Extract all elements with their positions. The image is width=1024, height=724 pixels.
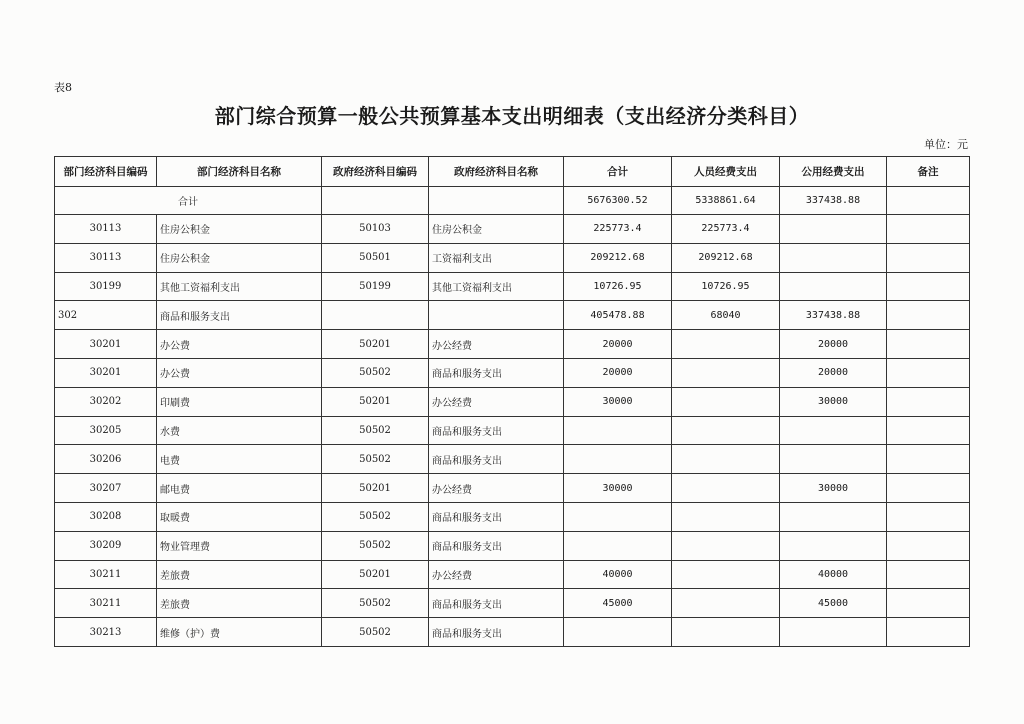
- dept-name-cell: 取暖费: [157, 502, 322, 531]
- dept-name-cell: 办公费: [157, 330, 322, 359]
- total-cell: [564, 416, 672, 445]
- table-row: [55, 215, 970, 244]
- note-cell: [887, 416, 970, 445]
- gov-code-cell: 50199: [322, 272, 429, 301]
- dept-name-cell: 差旅费: [157, 560, 322, 589]
- dept-name-cell: 住房公积金: [157, 215, 322, 244]
- gov-name-cell: 商品和服务支出: [429, 445, 564, 474]
- dept-name-cell: 维修（护）费: [157, 618, 322, 647]
- table-row: [55, 330, 970, 359]
- public-cell: [780, 531, 887, 560]
- column-header: 公用经费支出: [780, 157, 887, 187]
- table-header-row: [55, 157, 970, 187]
- total-note-cell: [887, 187, 970, 215]
- table-row: [55, 560, 970, 589]
- gov-name-cell: 商品和服务支出: [429, 618, 564, 647]
- gov-code-cell: [322, 301, 429, 330]
- public-cell: [780, 445, 887, 474]
- note-cell: [887, 502, 970, 531]
- column-header: 部门经济科目名称: [157, 157, 322, 187]
- total-cell: 225773.4: [564, 215, 672, 244]
- dept-code-cell: 30211: [55, 560, 157, 589]
- gov-name-cell: [429, 301, 564, 330]
- total-amount-cell: 5676300.52: [564, 187, 672, 215]
- column-header: 人员经费支出: [672, 157, 780, 187]
- table-row: [55, 474, 970, 503]
- gov-name-cell: 工资福利支出: [429, 243, 564, 272]
- personnel-cell: 10726.95: [672, 272, 780, 301]
- dept-code-cell: 302: [55, 301, 157, 330]
- dept-code-cell: 30202: [55, 387, 157, 416]
- table-row: [55, 531, 970, 560]
- public-cell: 40000: [780, 560, 887, 589]
- dept-code-cell: 30205: [55, 416, 157, 445]
- total-cell: 45000: [564, 589, 672, 618]
- public-cell: [780, 215, 887, 244]
- gov-code-cell: 50201: [322, 387, 429, 416]
- note-cell: [887, 618, 970, 647]
- gov-code-cell: 50502: [322, 589, 429, 618]
- total-cell: 20000: [564, 358, 672, 387]
- gov-code-cell: 50502: [322, 358, 429, 387]
- personnel-cell: [672, 330, 780, 359]
- dept-name-cell: 办公费: [157, 358, 322, 387]
- personnel-cell: 225773.4: [672, 215, 780, 244]
- page-title: 部门综合预算一般公共预算基本支出明细表（支出经济分类科目）: [214, 104, 810, 128]
- dept-code-cell: 30209: [55, 531, 157, 560]
- personnel-cell: 68040: [672, 301, 780, 330]
- note-cell: [887, 531, 970, 560]
- public-cell: 30000: [780, 387, 887, 416]
- gov-name-cell: 办公经费: [429, 330, 564, 359]
- table-row: [55, 589, 970, 618]
- table-row: [55, 387, 970, 416]
- note-cell: [887, 474, 970, 503]
- table-row: [55, 445, 970, 474]
- dept-code-cell: 30113: [55, 215, 157, 244]
- dept-name-cell: 住房公积金: [157, 243, 322, 272]
- note-cell: [887, 589, 970, 618]
- dept-name-cell: 印刷费: [157, 387, 322, 416]
- gov-code-cell: 50502: [322, 502, 429, 531]
- gov-name-cell: 办公经费: [429, 387, 564, 416]
- column-header: 合计: [564, 157, 672, 187]
- total-cell: 40000: [564, 560, 672, 589]
- public-cell: [780, 416, 887, 445]
- table-row: [55, 272, 970, 301]
- personnel-cell: 209212.68: [672, 243, 780, 272]
- table-row: [55, 502, 970, 531]
- personnel-cell: [672, 560, 780, 589]
- total-row: [55, 187, 970, 215]
- gov-code-cell: 50501: [322, 243, 429, 272]
- column-header: 部门经济科目编码: [55, 157, 157, 187]
- gov-code-cell: 50201: [322, 474, 429, 503]
- personnel-cell: [672, 531, 780, 560]
- note-cell: [887, 560, 970, 589]
- personnel-cell: [672, 416, 780, 445]
- dept-code-cell: 30113: [55, 243, 157, 272]
- public-cell: [780, 243, 887, 272]
- gov-code-cell: 50502: [322, 531, 429, 560]
- dept-name-cell: 商品和服务支出: [157, 301, 322, 330]
- note-cell: [887, 243, 970, 272]
- unit-label: 单位：元: [924, 138, 968, 151]
- total-cell: [564, 502, 672, 531]
- dept-name-cell: 其他工资福利支出: [157, 272, 322, 301]
- total-cell: 30000: [564, 387, 672, 416]
- public-cell: [780, 502, 887, 531]
- personnel-cell: [672, 474, 780, 503]
- table-row: [55, 358, 970, 387]
- note-cell: [887, 358, 970, 387]
- dept-name-cell: 差旅费: [157, 589, 322, 618]
- gov-code-cell: 50201: [322, 560, 429, 589]
- personnel-cell: [672, 618, 780, 647]
- column-header: 政府经济科目名称: [429, 157, 564, 187]
- dept-name-cell: 水费: [157, 416, 322, 445]
- public-cell: 30000: [780, 474, 887, 503]
- total-cell: [564, 531, 672, 560]
- total-cell: 209212.68: [564, 243, 672, 272]
- total-cell: 405478.88: [564, 301, 672, 330]
- gov-code-cell: 50502: [322, 618, 429, 647]
- note-cell: [887, 215, 970, 244]
- total-cell: [564, 445, 672, 474]
- gov-code-cell: 50502: [322, 445, 429, 474]
- note-cell: [887, 272, 970, 301]
- total-cell: [564, 618, 672, 647]
- table-number-label: 表8: [54, 81, 72, 94]
- column-header: 备注: [887, 157, 970, 187]
- dept-code-cell: 30206: [55, 445, 157, 474]
- gov-code-cell: 50502: [322, 416, 429, 445]
- gov-name-cell: 办公经费: [429, 560, 564, 589]
- table-row: [55, 618, 970, 647]
- gov-code-cell: 50103: [322, 215, 429, 244]
- gov-name-cell: 办公经费: [429, 474, 564, 503]
- empty-cell: [322, 187, 429, 215]
- total-label-cell: 合计: [55, 187, 322, 215]
- note-cell: [887, 301, 970, 330]
- total-cell: 30000: [564, 474, 672, 503]
- total-personnel-cell: 5338861.64: [672, 187, 780, 215]
- table-row: [55, 243, 970, 272]
- personnel-cell: [672, 589, 780, 618]
- note-cell: [887, 387, 970, 416]
- gov-name-cell: 商品和服务支出: [429, 502, 564, 531]
- public-cell: 20000: [780, 358, 887, 387]
- gov-name-cell: 住房公积金: [429, 215, 564, 244]
- dept-code-cell: 30199: [55, 272, 157, 301]
- total-public-cell: 337438.88: [780, 187, 887, 215]
- note-cell: [887, 445, 970, 474]
- dept-name-cell: 物业管理费: [157, 531, 322, 560]
- gov-name-cell: 其他工资福利支出: [429, 272, 564, 301]
- gov-name-cell: 商品和服务支出: [429, 358, 564, 387]
- table-row: [55, 301, 970, 330]
- personnel-cell: [672, 502, 780, 531]
- public-cell: 337438.88: [780, 301, 887, 330]
- gov-name-cell: 商品和服务支出: [429, 416, 564, 445]
- column-header: 政府经济科目编码: [322, 157, 429, 187]
- total-cell: 10726.95: [564, 272, 672, 301]
- public-cell: [780, 272, 887, 301]
- dept-code-cell: 30201: [55, 330, 157, 359]
- dept-name-cell: 邮电费: [157, 474, 322, 503]
- dept-code-cell: 30201: [55, 358, 157, 387]
- personnel-cell: [672, 445, 780, 474]
- personnel-cell: [672, 387, 780, 416]
- gov-code-cell: 50201: [322, 330, 429, 359]
- dept-code-cell: 30207: [55, 474, 157, 503]
- table-row: [55, 416, 970, 445]
- public-cell: [780, 618, 887, 647]
- public-cell: 20000: [780, 330, 887, 359]
- gov-name-cell: 商品和服务支出: [429, 589, 564, 618]
- dept-name-cell: 电费: [157, 445, 322, 474]
- gov-name-cell: 商品和服务支出: [429, 531, 564, 560]
- dept-code-cell: 30211: [55, 589, 157, 618]
- expenditure-table: [54, 156, 970, 647]
- empty-cell: [429, 187, 564, 215]
- personnel-cell: [672, 358, 780, 387]
- public-cell: 45000: [780, 589, 887, 618]
- note-cell: [887, 330, 970, 359]
- total-cell: 20000: [564, 330, 672, 359]
- dept-code-cell: 30208: [55, 502, 157, 531]
- dept-code-cell: 30213: [55, 618, 157, 647]
